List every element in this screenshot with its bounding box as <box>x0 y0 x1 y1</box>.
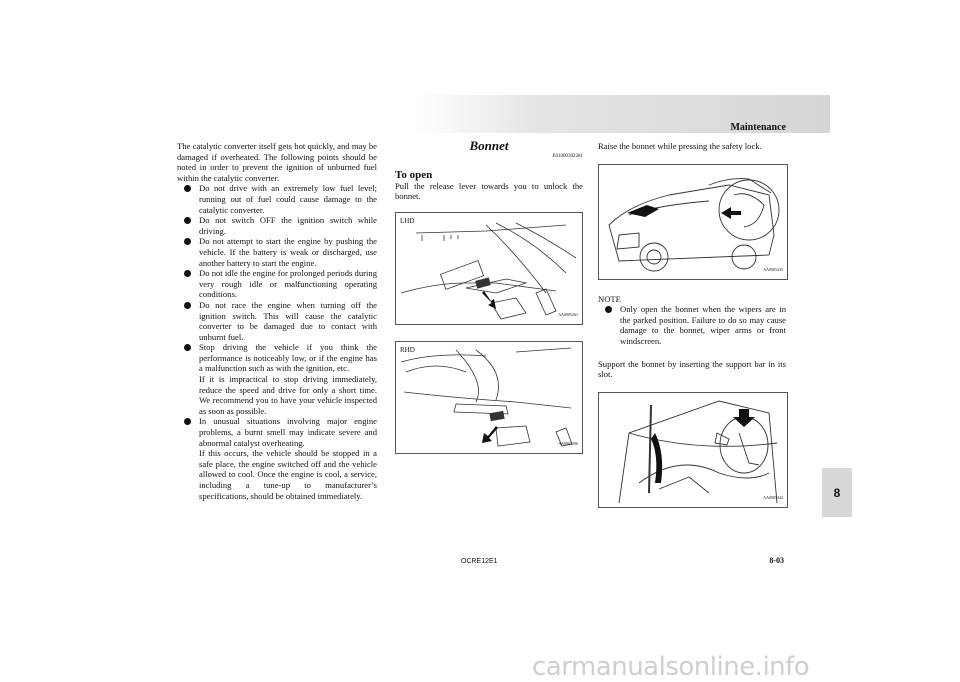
figure-code: AA0005261 <box>558 312 578 318</box>
note-heading: NOTE <box>598 293 621 304</box>
instruction-paragraph: Pull the release lever towards you to unlock the bonnet. <box>395 180 583 202</box>
figure-code: AA0005296 <box>558 441 578 447</box>
list-item: In unusual situations involving major engine problems, a burnt smell may indicate severe and abnormal catalyst overheating. If this occurs, the vehicle should be stopped in a safe place, the engine switched off and the vehicle allowed to cool. Once the engine is cool, a service, including a tune-up to manufacturer’s specifications, should be obtained immediately. <box>183 416 377 501</box>
section-code: E01000302281 <box>552 153 583 159</box>
figure-code: AA0005435 <box>763 267 783 272</box>
section-title: Maintenance <box>730 122 786 133</box>
figure-rhd <box>395 341 583 454</box>
watermark: carmanualsonline.info <box>532 652 810 682</box>
section-heading: Bonnet <box>469 138 509 153</box>
figure-raise-bonnet <box>598 164 788 280</box>
intro-paragraph: The catalytic converter itself gets hot quickly, and may be damaged if overheated. The following points should be noted in order to prevent the ignition of unburned fuel within the catalytic converter. <box>177 141 377 183</box>
list-item: Do not attempt to start the engine by pushing the vehicle. If the battery is weak or discharged, use another battery to start the engine. <box>183 236 377 268</box>
list-item: Stop driving the vehicle if you think the performance is noticeably low, or if the engine has a malfunction such as with the ignition, etc. If it is impractical to stop driving immediately, reduce the speed and drive for only a short time. We recommend you to have your vehicle inspected as soon as possible. <box>183 342 377 416</box>
support-bar-illustration <box>599 393 787 507</box>
dashboard-lever-illustration <box>396 342 582 453</box>
footer-doc-code: OCRE12E1 <box>461 558 498 565</box>
figure-support-bar <box>598 392 788 508</box>
list-item: Do not race the engine when turning off the ignition switch. This will cause the catalytic converter to be damaged due to contact with unburnt fuel. <box>183 300 377 342</box>
chapter-tab <box>822 468 852 517</box>
bonnet-lifting-illustration <box>599 165 787 279</box>
figure-label: RHD <box>400 345 415 354</box>
page-number: 8-03 <box>769 556 784 565</box>
figure-label: LHD <box>400 216 415 225</box>
list-item: Do not switch OFF the ignition switch while driving. <box>183 215 377 236</box>
figure-lhd <box>395 212 583 325</box>
note-list <box>598 304 786 346</box>
dashboard-lever-illustration <box>396 213 582 324</box>
instruction-paragraph: Raise the bonnet while pressing the safety lock. <box>598 141 762 151</box>
list-item: Only open the bonnet when the wipers are in the parked position. Failure to do so may cause damage to the bonnet, wiper arms or front windscreen. <box>604 304 786 346</box>
left-column <box>177 141 377 501</box>
list-item: Do not drive with an extremely low fuel level; running out of fuel could cause damage to the catalytic converter. <box>183 183 377 215</box>
middle-column <box>395 138 583 454</box>
right-column <box>598 141 786 508</box>
subheading: To open <box>395 169 433 182</box>
list-item: Do not idle the engine for prolonged periods during very rough idle or malfunctioning operating conditions. <box>183 268 377 300</box>
figure-code: AA0005444 <box>763 495 783 501</box>
instruction-paragraph: Support the bonnet by inserting the support bar in its slot. <box>598 358 786 380</box>
chapter-number: 8 <box>833 485 841 500</box>
caution-list <box>177 183 377 501</box>
